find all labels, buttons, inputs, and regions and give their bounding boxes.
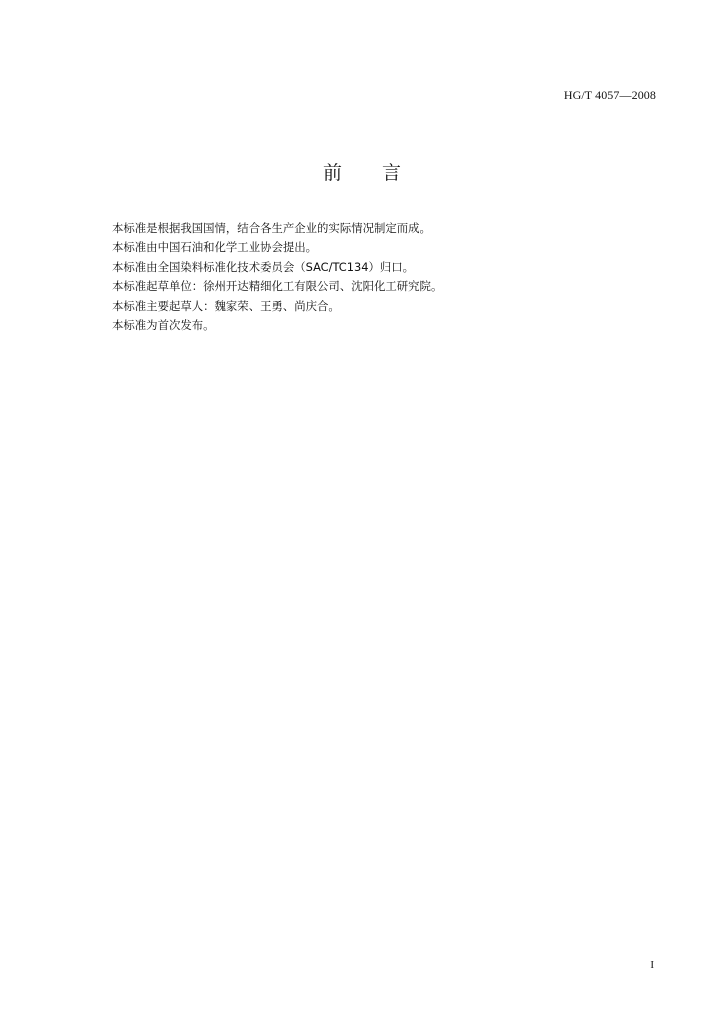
paragraph: 本标准是根据我国国情，结合各生产企业的实际情况制定而成。 — [112, 221, 431, 235]
standard-number: HG/T 4057—2008 — [563, 88, 656, 102]
page-title: 前言 — [322, 162, 441, 184]
foreword-body — [112, 219, 672, 335]
paragraph: 本标准主要起草人：魏家荣、王勇、尚庆合。 — [112, 298, 340, 313]
page-number: I — [650, 959, 654, 971]
paragraph: 本标准由中国石油和化学工业协会提出。 — [112, 240, 318, 255]
paragraph: 本标准为首次发布。 — [112, 318, 215, 333]
paragraph: 本标准由全国染料标准化技术委员会（SAC/TC134）归口。 — [112, 259, 415, 274]
paragraph: 本标准起草单位：徐州开达精细化工有限公司、沈阳化工研究院。 — [112, 279, 443, 294]
